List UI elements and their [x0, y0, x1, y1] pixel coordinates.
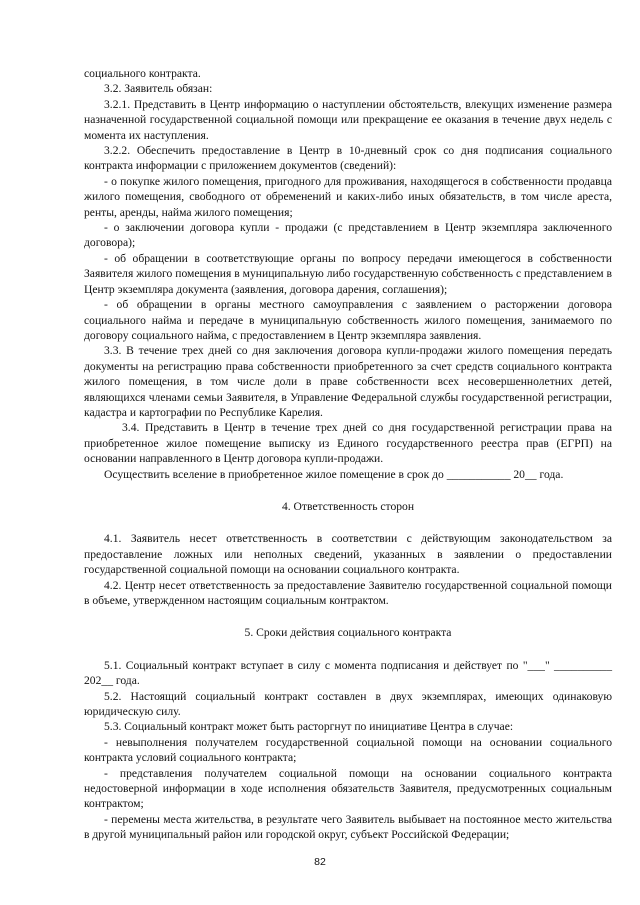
- section-heading-4: 4. Ответственность сторон: [281, 499, 415, 513]
- list-item-relocation: - перемены места жительства, в результате чего Заявитель выбывает на постоянное место жительства в другой муниципальный район или городской округ, субъект Российской Федерации;: [84, 812, 612, 842]
- section-heading-5: 5. Сроки действия социального контракта: [244, 626, 452, 640]
- list-item-false-info: - представления получателем социальной помощи на основании социального контракта недостоверной информации в ходе исполнения обязательств Заявителя, предусмотренных социальным контрактом;: [84, 766, 612, 811]
- clause-3-3: 3.3. В течение трех дней со дня заключения договора купли-продажи жилого помещения передать документы на регистрацию права собственности приобретенного за счет средств социального контракта жилого помещения, в том числе доли в праве собственности всех несовершеннолетних детей, являющихся членами семьи Заявителя, в Управление Федеральной службы государственной регистрации, кадастра и картографии по Республике Карелия.: [84, 344, 612, 419]
- list-item-non-fulfillment: - невыполнения получателем государственной социальной помощи на основании социального контракта условий социального контракта;: [84, 735, 612, 765]
- move-in-deadline: Осуществить вселение в приобретенное жилое помещение в срок до ___________ 20__ года.: [104, 467, 564, 481]
- paragraph-continuation: социального контракта.: [84, 67, 201, 80]
- clause-3-2-2: 3.2.2. Обеспечить предоставление в Центр в 10-дневный срок со дня подписания социального контракта информации с приложением документов (сведений):: [84, 144, 612, 173]
- clause-5-1: 5.1. Социальный контракт вступает в силу с момента подписания и действует по "___" __________ 202__ года.: [84, 658, 612, 688]
- clause-4-1: 4.1. Заявитель несет ответственность в соответствии с действующим законодательством за предоставление ложных или неполных сведений, указанных в заявлении о предоставлении государственной социальной помощи на основании социального контракта.: [84, 532, 612, 577]
- document-page: [84, 66, 612, 843]
- clause-3-4: 3.4. Представить в Центр в течение трех дней со дня государственной регистрации права на приобретенное жилое помещение выписку из Единого государственного реестра прав (ЕГРП) на основании направленного в Центр договора купли-продажи.: [84, 421, 612, 466]
- clause-3-2-1: 3.2.1. Представить в Центр информацию о наступлении обстоятельств, влекущих изменение размера назначенной государственной социальной помощи или прекращение ее оказания в течение двух недель с момента их наступления.: [84, 97, 612, 142]
- list-item-purchase: - о покупке жилого помещения, пригодного для проживания, находящегося в собственности продавца жилого помещения, свободного от обременений и каких-либо иных обязательств, в том числе ареста, ренты, аренды, найма жилого помещения;: [84, 174, 612, 219]
- clause-5-3: 5.3. Социальный контракт может быть расторгнут по инициативе Центра в случае:: [104, 720, 514, 734]
- clause-5-2: 5.2. Настоящий социальный контракт составлен в двух экземплярах, имеющих одинаковую юридическую силу.: [84, 689, 612, 719]
- list-item-termination: - об обращении в органы местного самоуправления с заявлением о расторжении договора социального найма и передаче в муниципальную собственность жилого помещения, занимаемого по договору социального найма, с предоставлением в Центр экземпляра заявления.: [84, 298, 612, 342]
- clause-4-2: 4.2. Центр несет ответственность за предоставление Заявителю государственной социальной помощи в объеме, утвержденном настоящим социальным контрактом.: [84, 578, 612, 607]
- list-item-contract: - о заключении договора купли - продажи (с представлением в Центр экземпляра заключенного договора);: [84, 221, 612, 250]
- page-number: 82: [314, 856, 326, 868]
- list-item-transfer: - об обращении в соответствующие органы по вопросу передачи имеющегося в собственности Заявителя жилого помещения в муниципальную либо государственную собственность с представлением в Центр экземпляра документа (заявления, договора дарения, соглашения);: [84, 251, 612, 296]
- clause-3-2: 3.2. Заявитель обязан:: [104, 82, 213, 96]
